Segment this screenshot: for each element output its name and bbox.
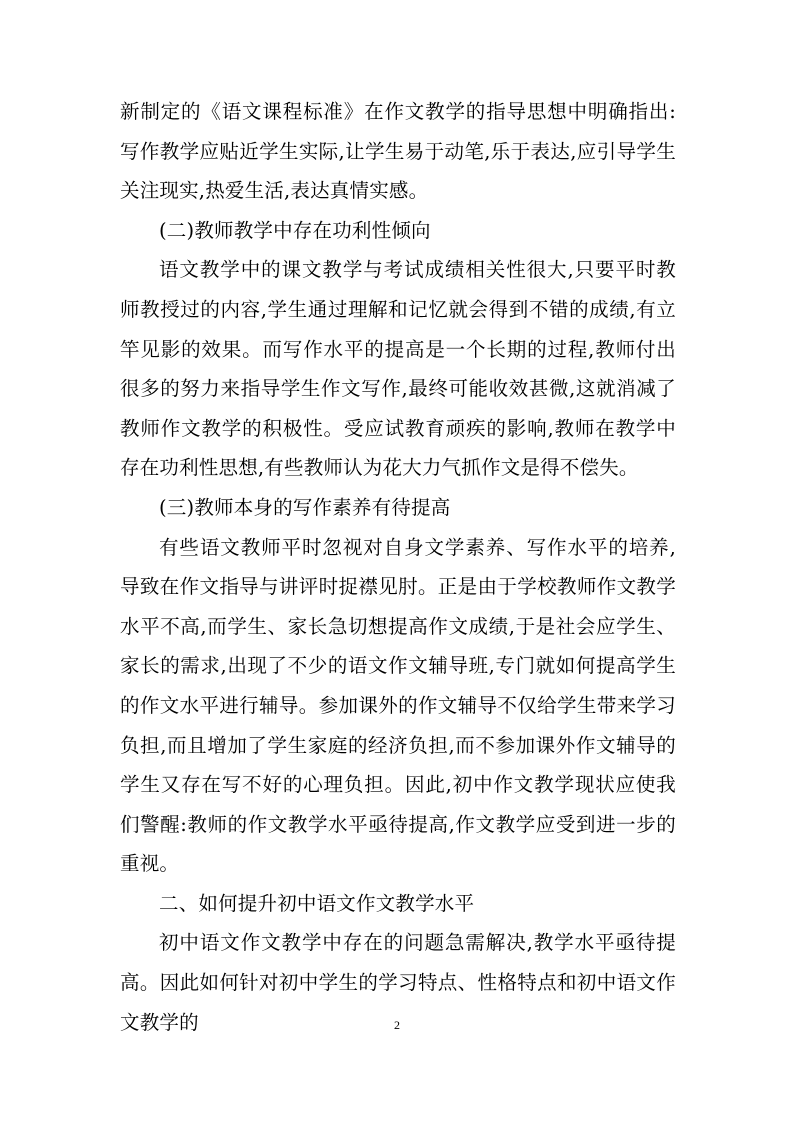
- paragraph: 有些语文教师平时忽视对自身文学素养、写作水平的培养,导致在作文指导与讲评时捉襟见肘。正是由于学校教师作文教学水平不高,而学生、家长急切想提高作文成绩,于是社会应学生、家长的需求,出现了不少的语文作文辅导班,专门就如何提高学生的作文水平进行辅导。参加课外的作文辅导不仅给学生带来学习负担,而且增加了学生家庭的经济负担,而不参加课外作文辅导的学生又存在写不好的心理负担。因此,初中作文教学现状应使我们警醒:教师的作文教学水平亟待提高,作文教学应受到进一步的重视。: [120, 535, 676, 876]
- paragraph: 语文教学中的课文教学与考试成绩相关性很大,只要平时教师教授过的内容,学生通过理解和记忆就会得到不错的成绩,有立竿见影的效果。而写作水平的提高是一个长期的过程,教师付出很多的努力来指导学生作文写作,最终可能收效甚微,这就消减了教师作文教学的积极性。受应试教育顽疾的影响,教师在教学中存在功利性思想,有些教师认为花大力气抓作文是得不偿失。: [120, 258, 676, 480]
- page-number: 2: [394, 1018, 400, 1032]
- chapter-heading: 二、如何提升初中语文作文教学水平: [159, 891, 475, 915]
- section-heading-2: (二)教师教学中存在功利性倾向: [159, 218, 431, 242]
- section-heading-3: (三)教师本身的写作素养有待提高: [159, 495, 451, 519]
- paragraph: 初中语文作文教学中存在的问题急需解决,教学水平亟待提高。因此如何针对初中学生的学习特点、性格特点和初中语文作文教学的: [120, 931, 676, 1034]
- paragraph-continuation: 新制定的《语文课程标准》在作文教学的指导思想中明确指出:写作教学应贴近学生实际,让学生易于动笔,乐于表达,应引导学生关注现实,热爱生活,表达真情实感。: [120, 100, 676, 203]
- body-text: [120, 92, 676, 1042]
